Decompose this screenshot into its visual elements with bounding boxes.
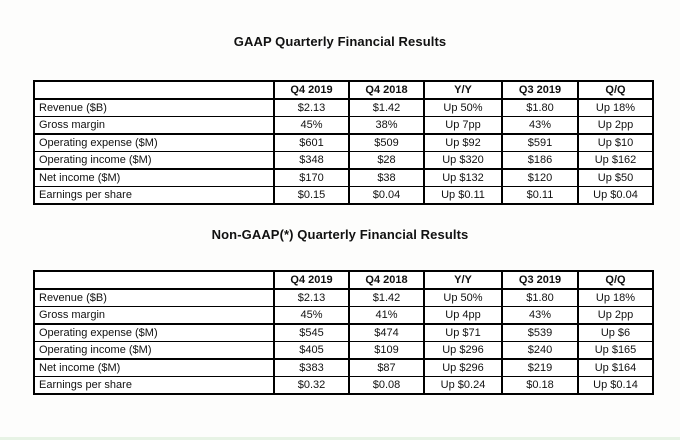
cell-value: $109 xyxy=(349,342,424,360)
cell-value: Up $132 xyxy=(424,169,502,187)
row-label: Revenue ($B) xyxy=(34,289,274,307)
table-row-operating-income xyxy=(34,342,653,360)
table-row-eps xyxy=(34,187,653,205)
gaap-column-header-q4-2018: Q4 2018 xyxy=(349,81,424,99)
cell-value: $1.80 xyxy=(502,99,578,117)
cell-value: $2.13 xyxy=(274,99,349,117)
cell-value: Up $162 xyxy=(578,152,653,170)
cell-value: $545 xyxy=(274,324,349,342)
cell-value: $1.42 xyxy=(349,99,424,117)
cell-value: Up 50% xyxy=(424,99,502,117)
cell-value: $120 xyxy=(502,169,578,187)
cell-value: 38% xyxy=(349,117,424,135)
cell-value: Up $165 xyxy=(578,342,653,360)
cell-value: $38 xyxy=(349,169,424,187)
non-gaap-column-header-q4-2019: Q4 2019 xyxy=(274,271,349,289)
table-row-net-income xyxy=(34,169,653,187)
non-gaap-column-header-q4-2018: Q4 2018 xyxy=(349,271,424,289)
row-label: Earnings per share xyxy=(34,377,274,395)
table-row-operating-expense xyxy=(34,134,653,152)
cell-value: 43% xyxy=(502,117,578,135)
cell-value: Up $320 xyxy=(424,152,502,170)
cell-value: Up 50% xyxy=(424,289,502,307)
non-gaap-table-title: Non-GAAP(*) Quarterly Financial Results xyxy=(211,227,469,242)
row-label: Earnings per share xyxy=(34,187,274,205)
row-label: Gross margin xyxy=(34,117,274,135)
cell-value: Up $50 xyxy=(578,169,653,187)
cell-value: 41% xyxy=(349,307,424,325)
row-label: Operating expense ($M) xyxy=(34,134,274,152)
cell-value: Up $296 xyxy=(424,359,502,377)
table-row-eps xyxy=(34,377,653,395)
non-gaap-column-header-label xyxy=(34,271,274,289)
row-label: Operating income ($M) xyxy=(34,342,274,360)
table-row-operating-income xyxy=(34,152,653,170)
cell-value: $0.04 xyxy=(349,187,424,205)
gaap-column-header-yy: Y/Y xyxy=(424,81,502,99)
cell-value: Up $0.11 xyxy=(424,187,502,205)
non-gaap-column-header-yy: Y/Y xyxy=(424,271,502,289)
cell-value: $87 xyxy=(349,359,424,377)
table-row-net-income xyxy=(34,359,653,377)
table-row-revenue xyxy=(34,289,653,307)
cell-value: Up $296 xyxy=(424,342,502,360)
cell-value: $1.80 xyxy=(502,289,578,307)
cell-value: $0.15 xyxy=(274,187,349,205)
row-label: Operating income ($M) xyxy=(34,152,274,170)
cell-value: $539 xyxy=(502,324,578,342)
table-row-gross-margin xyxy=(34,307,653,325)
cell-value: $348 xyxy=(274,152,349,170)
cell-value: 45% xyxy=(274,117,349,135)
row-label: Revenue ($B) xyxy=(34,99,274,117)
cell-value: Up $71 xyxy=(424,324,502,342)
cell-value: Up 7pp xyxy=(424,117,502,135)
cell-value: $28 xyxy=(349,152,424,170)
cell-value: $186 xyxy=(502,152,578,170)
cell-value: $474 xyxy=(349,324,424,342)
cell-value: $219 xyxy=(502,359,578,377)
non-gaap-header-row xyxy=(34,271,653,289)
cell-value: $0.08 xyxy=(349,377,424,395)
non-gaap-results-table xyxy=(33,270,654,395)
gaap-column-header-q3-2019: Q3 2019 xyxy=(502,81,578,99)
row-label: Net income ($M) xyxy=(34,169,274,187)
cell-value: $383 xyxy=(274,359,349,377)
cell-value: $601 xyxy=(274,134,349,152)
cell-value: 45% xyxy=(274,307,349,325)
cell-value: Up 2pp xyxy=(578,117,653,135)
cell-value: Up $0.14 xyxy=(578,377,653,395)
cell-value: $0.32 xyxy=(274,377,349,395)
cell-value: $509 xyxy=(349,134,424,152)
gaap-column-header-label xyxy=(34,81,274,99)
non-gaap-column-header-q3-2019: Q3 2019 xyxy=(502,271,578,289)
cell-value: Up $0.04 xyxy=(578,187,653,205)
cell-value: $0.18 xyxy=(502,377,578,395)
cell-value: Up 18% xyxy=(578,289,653,307)
cell-value: Up $6 xyxy=(578,324,653,342)
gaap-table-title: GAAP Quarterly Financial Results xyxy=(233,34,447,49)
gaap-column-header-qq: Q/Q xyxy=(578,81,653,99)
table-row-gross-margin xyxy=(34,117,653,135)
cell-value: Up 4pp xyxy=(424,307,502,325)
cell-value: $405 xyxy=(274,342,349,360)
table-row-revenue xyxy=(34,99,653,117)
gaap-header-row xyxy=(34,81,653,99)
cell-value: Up $164 xyxy=(578,359,653,377)
cell-value: Up 18% xyxy=(578,99,653,117)
cell-value: Up $92 xyxy=(424,134,502,152)
cell-value: $1.42 xyxy=(349,289,424,307)
non-gaap-column-header-qq: Q/Q xyxy=(578,271,653,289)
table-row-operating-expense xyxy=(34,324,653,342)
cell-value: Up 2pp xyxy=(578,307,653,325)
cell-value: Up $0.24 xyxy=(424,377,502,395)
row-label: Net income ($M) xyxy=(34,359,274,377)
gaap-column-header-q4-2019: Q4 2019 xyxy=(274,81,349,99)
cell-value: 43% xyxy=(502,307,578,325)
cell-value: $170 xyxy=(274,169,349,187)
gaap-results-table xyxy=(33,80,654,205)
cell-value: $591 xyxy=(502,134,578,152)
cell-value: Up $10 xyxy=(578,134,653,152)
cell-value: $0.11 xyxy=(502,187,578,205)
cell-value: $2.13 xyxy=(274,289,349,307)
row-label: Gross margin xyxy=(34,307,274,325)
row-label: Operating expense ($M) xyxy=(34,324,274,342)
cell-value: $240 xyxy=(502,342,578,360)
